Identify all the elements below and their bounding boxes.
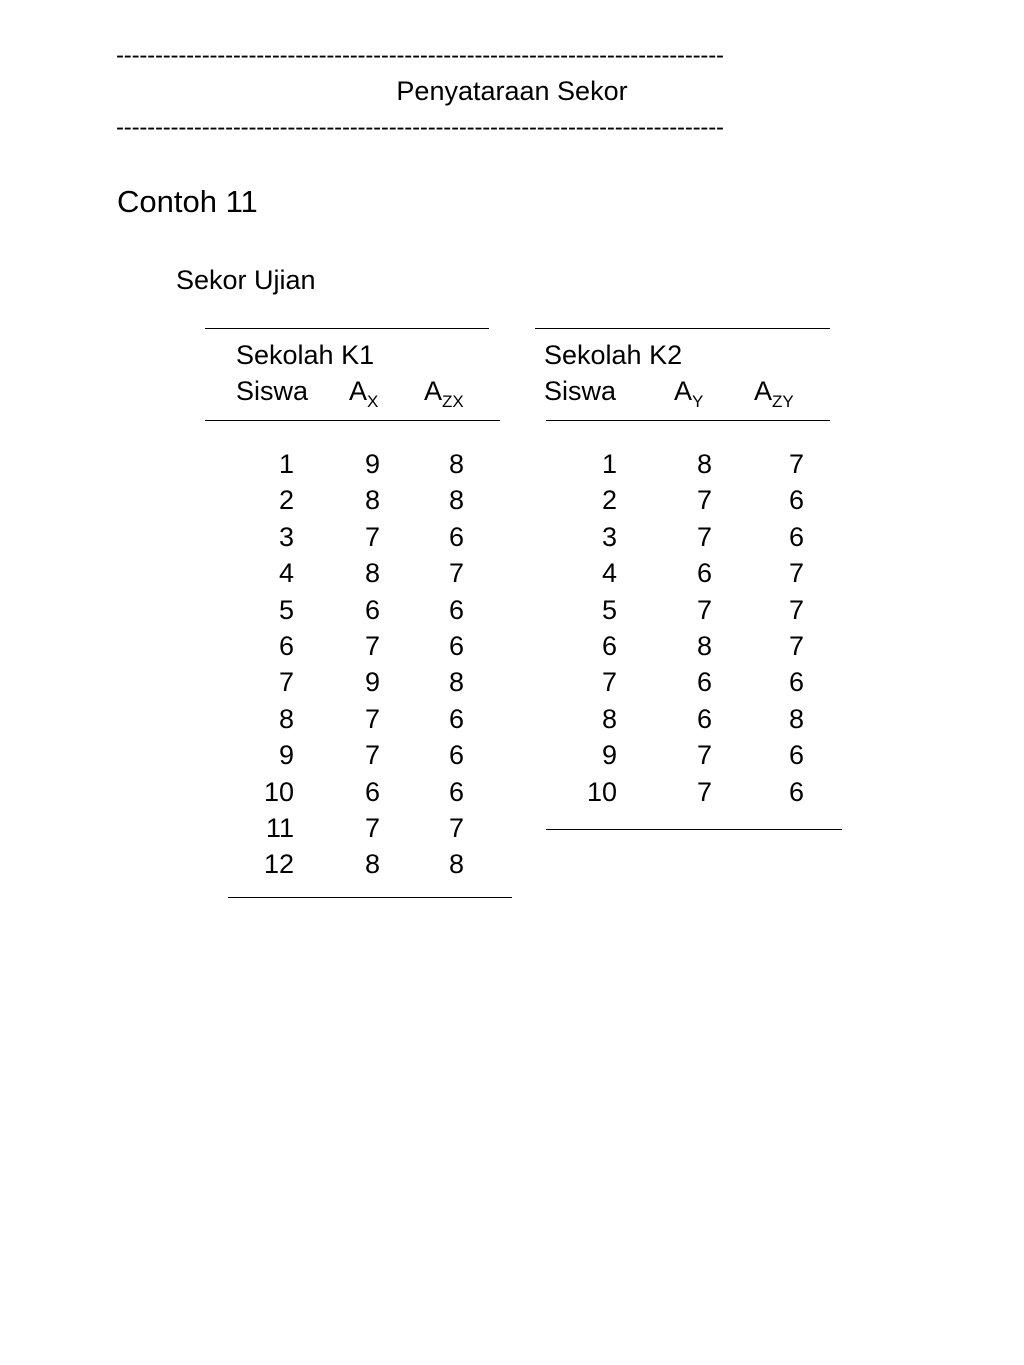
k2-azy-cell: 7 — [788, 630, 804, 661]
k2-col-azy — [754, 376, 794, 417]
k1-siswa-cell: 10 — [263, 776, 294, 807]
k1-azx-cell: 6 — [448, 630, 464, 661]
k2-col-siswa: Siswa — [544, 376, 617, 406]
k2-ay-cell: 7 — [696, 594, 712, 625]
k2-siswa-cell: 7 — [601, 667, 617, 698]
k2-azy-cell: 6 — [788, 776, 804, 807]
k2-ay-column — [672, 449, 712, 813]
k2-ay-cell: 7 — [696, 521, 712, 552]
k2-col-azy-sub: ZY — [772, 392, 794, 411]
example-title: Contoh 11 — [117, 184, 258, 219]
k1-bottom-rule — [228, 897, 512, 898]
k2-col-ay — [674, 376, 703, 417]
k1-col-siswa: Siswa — [236, 376, 309, 406]
header-rule-top: ------------------------------------------------------------------------------ — [116, 44, 724, 68]
k2-siswa-cell: 10 — [586, 776, 617, 807]
k2-siswa-cell: 6 — [601, 630, 617, 661]
k1-siswa-cell: 11 — [265, 812, 294, 843]
k2-siswa-cell: 4 — [601, 558, 617, 589]
k2-col-ay-base: A — [674, 376, 693, 406]
k2-azy-cell: 6 — [788, 740, 804, 771]
k1-col-azx-base: A — [424, 376, 443, 406]
k2-ay-cell: 6 — [696, 667, 712, 698]
k1-azx-cell: 6 — [448, 521, 464, 552]
k2-azy-cell: 6 — [788, 667, 804, 698]
k2-col-ay-sub: Y — [692, 392, 704, 411]
k2-ay-cell: 6 — [696, 558, 712, 589]
k2-siswa-cell: 5 — [601, 594, 617, 625]
section-title: Sekor Ujian — [176, 265, 316, 295]
k2-azy-cell: 7 — [788, 594, 804, 625]
k2-school-name: Sekolah K2 — [544, 340, 683, 370]
k1-col-azx-sub: ZX — [442, 392, 464, 411]
k1-siswa-cell: 5 — [278, 594, 294, 625]
k1-ax-cell: 8 — [364, 485, 380, 516]
k1-ax-cell: 6 — [364, 776, 380, 807]
k1-siswa-cell: 7 — [278, 667, 294, 698]
k1-azx-cell: 7 — [448, 558, 464, 589]
k2-bottom-rule — [546, 829, 842, 830]
k2-azy-cell: 6 — [788, 485, 804, 516]
k1-ax-cell: 7 — [364, 703, 380, 734]
k1-azx-column — [424, 449, 464, 886]
k2-siswa-cell: 8 — [601, 703, 617, 734]
k1-siswa-cell: 2 — [278, 485, 294, 516]
k1-azx-cell: 6 — [448, 594, 464, 625]
k1-siswa-cell: 9 — [278, 740, 294, 771]
k1-siswa-cell: 6 — [278, 630, 294, 661]
k1-ax-cell: 7 — [364, 630, 380, 661]
k2-header-rule — [546, 420, 830, 421]
k1-siswa-column — [236, 449, 294, 886]
k1-siswa-cell: 3 — [278, 521, 294, 552]
k1-azx-cell: 8 — [448, 849, 464, 880]
k2-siswa-cell: 3 — [601, 521, 617, 552]
k1-ax-cell: 8 — [364, 558, 380, 589]
k2-siswa-cell: 1 — [601, 449, 617, 479]
k2-azy-cell: 6 — [788, 521, 804, 552]
k2-col-azy-base: A — [754, 376, 773, 406]
k1-ax-cell: 7 — [364, 521, 380, 552]
k1-ax-cell: 7 — [364, 812, 380, 843]
k1-col-ax-sub: X — [367, 392, 379, 411]
k1-azx-cell: 6 — [448, 776, 464, 807]
page-header-title: Penyataraan Sekor — [396, 76, 628, 106]
k1-ax-cell: 6 — [364, 594, 380, 625]
k1-col-azx — [424, 376, 464, 417]
k2-ay-cell: 8 — [696, 449, 712, 479]
k2-top-rule — [535, 328, 830, 329]
k2-siswa-column — [560, 449, 617, 813]
k1-siswa-cell: 4 — [278, 558, 294, 589]
k2-ay-cell: 7 — [696, 485, 712, 516]
k2-siswa-cell: 2 — [601, 485, 617, 516]
k2-ay-cell: 8 — [696, 630, 712, 661]
k1-siswa-cell: 8 — [278, 703, 294, 734]
k1-siswa-cell: 1 — [278, 449, 294, 479]
k1-azx-cell: 8 — [448, 449, 464, 479]
k1-ax-cell: 8 — [364, 849, 380, 880]
k1-school-name: Sekolah K1 — [236, 340, 375, 370]
k2-azy-cell: 8 — [788, 703, 804, 734]
k2-azy-cell: 7 — [788, 449, 804, 479]
k1-col-ax — [349, 376, 378, 417]
k1-ax-cell: 9 — [364, 667, 380, 698]
k1-ax-column — [340, 449, 380, 886]
k2-ay-cell: 6 — [696, 703, 712, 734]
k1-siswa-cell: 12 — [263, 849, 294, 880]
k1-azx-cell: 8 — [448, 667, 464, 698]
k1-azx-cell: 6 — [448, 703, 464, 734]
k2-azy-column — [764, 449, 804, 813]
k1-header-rule — [205, 420, 500, 421]
k2-ay-cell: 7 — [696, 740, 712, 771]
k1-azx-cell: 6 — [448, 740, 464, 771]
k1-top-rule — [205, 328, 489, 329]
k1-ax-cell: 7 — [364, 740, 380, 771]
k2-azy-cell: 7 — [788, 558, 804, 589]
header-rule-bottom: ------------------------------------------------------------------------------ — [116, 116, 724, 140]
k2-siswa-cell: 9 — [601, 740, 617, 771]
k2-ay-cell: 7 — [696, 776, 712, 807]
k1-azx-cell: 8 — [448, 485, 464, 516]
k1-ax-cell: 9 — [364, 449, 380, 479]
k1-azx-cell: 7 — [448, 812, 464, 843]
k1-col-ax-base: A — [349, 376, 368, 406]
